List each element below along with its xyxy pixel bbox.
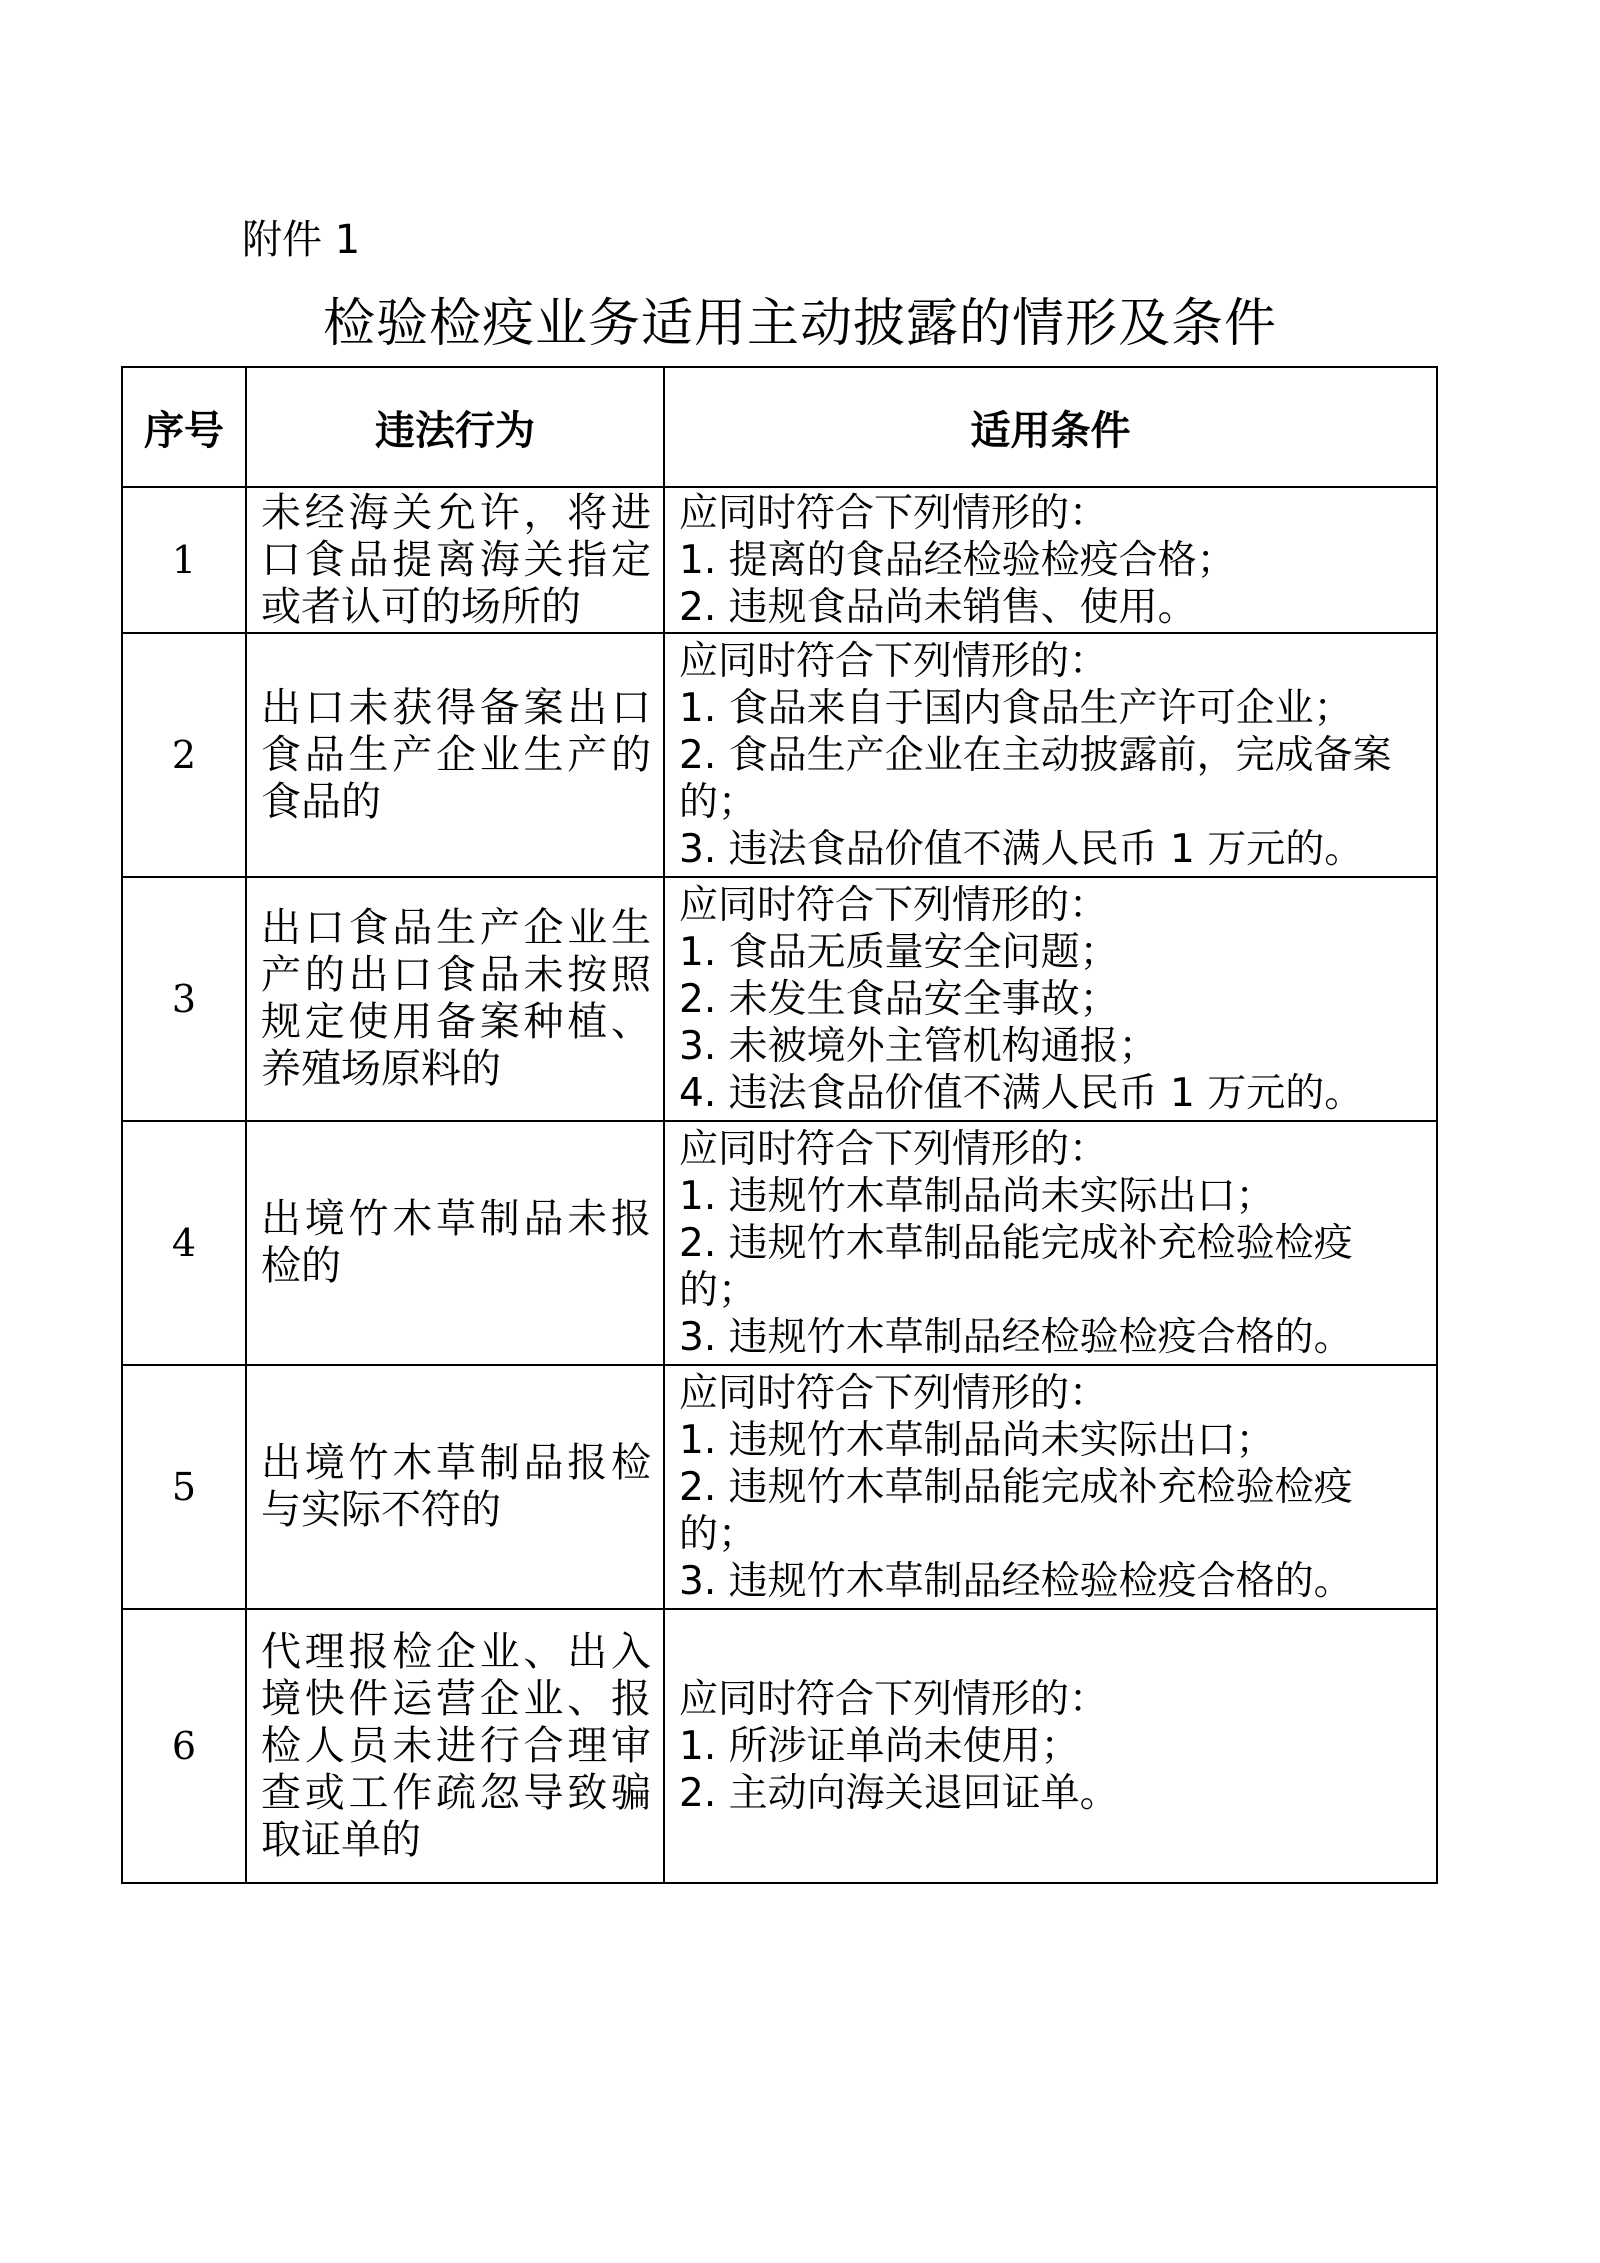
table-header-row <box>122 367 1437 487</box>
conditions-cell <box>664 633 1437 877</box>
condition-line: 1. 食品无质量安全问题； <box>679 929 1119 975</box>
header-applicable-conditions: 适用条件 <box>664 367 1437 487</box>
violation-text: 未经海关允许，将进口食品提离海关指定或者认可的场所的 <box>246 487 664 633</box>
conditions-cell <box>664 1609 1437 1883</box>
attachment-label: 附件 1 <box>242 217 361 263</box>
violation-text: 出口未获得备案出口食品生产企业生产的食品的 <box>246 633 664 877</box>
condition-line: 应同时符合下列情形的： <box>679 638 1109 684</box>
condition-line: 应同时符合下列情形的： <box>679 1126 1109 1172</box>
condition-line: 1. 违规竹木草制品尚未实际出口； <box>679 1417 1275 1463</box>
condition-line: 应同时符合下列情形的： <box>679 1676 1109 1722</box>
violation-text: 出境竹木草制品未报检的 <box>246 1121 664 1365</box>
condition-line: 1. 违规竹木草制品尚未实际出口； <box>679 1173 1275 1219</box>
header-serial-number: 序号 <box>122 367 246 487</box>
condition-line: 2. 违规竹木草制品能完成补充检验检疫的； <box>679 1464 1353 1557</box>
conditions-cell <box>664 487 1437 633</box>
violation-text: 出口食品生产企业生产的出口食品未按照规定使用备案种植、养殖场原料的 <box>246 877 664 1121</box>
condition-line: 3. 未被境外主管机构通报； <box>679 1023 1158 1069</box>
violation-text: 代理报检企业、出入境快件运营企业、报检人员未进行合理审查或工作疏忽导致骗取证单的 <box>246 1609 664 1883</box>
table-row <box>122 1121 1437 1365</box>
table-row <box>122 1609 1437 1883</box>
conditions-cell <box>664 1365 1437 1609</box>
condition-line: 1. 所涉证单尚未使用； <box>679 1723 1080 1769</box>
condition-line: 2. 未发生食品安全事故； <box>679 976 1119 1022</box>
condition-line: 3. 违法食品价值不满人民币 1 万元的。 <box>679 826 1364 872</box>
table-row <box>122 633 1437 877</box>
condition-line: 2. 食品生产企业在主动披露前，完成备案的； <box>679 732 1392 825</box>
disclosure-conditions-table <box>121 366 1438 1884</box>
condition-line: 1. 食品来自于国内食品生产许可企业； <box>679 685 1353 731</box>
violation-text: 出境竹木草制品报检与实际不符的 <box>246 1365 664 1609</box>
condition-line: 2. 违规食品尚未销售、使用。 <box>679 584 1197 630</box>
table-row <box>122 877 1437 1121</box>
row-number: 5 <box>122 1365 246 1609</box>
row-number: 3 <box>122 877 246 1121</box>
row-number: 2 <box>122 633 246 877</box>
condition-line: 应同时符合下列情形的： <box>679 490 1109 536</box>
header-violation: 违法行为 <box>246 367 664 487</box>
condition-line: 应同时符合下列情形的： <box>679 1370 1109 1416</box>
row-number: 6 <box>122 1609 246 1883</box>
condition-line: 2. 违规竹木草制品能完成补充检验检疫的； <box>679 1220 1353 1313</box>
condition-line: 2. 主动向海关退回证单。 <box>679 1770 1119 1816</box>
condition-line: 1. 提离的食品经检验检疫合格； <box>679 537 1236 583</box>
conditions-cell <box>664 877 1437 1121</box>
conditions-cell <box>664 1121 1437 1365</box>
condition-line: 3. 违规竹木草制品经检验检疫合格的。 <box>679 1558 1353 1604</box>
row-number: 1 <box>122 487 246 633</box>
row-number: 4 <box>122 1121 246 1365</box>
table-row <box>122 487 1437 633</box>
condition-line: 应同时符合下列情形的： <box>679 882 1109 928</box>
document-title: 检验检疫业务适用主动披露的情形及条件 <box>322 294 1277 354</box>
condition-line: 4. 违法食品价值不满人民币 1 万元的。 <box>679 1070 1364 1116</box>
condition-line: 3. 违规竹木草制品经检验检疫合格的。 <box>679 1314 1353 1360</box>
table-row <box>122 1365 1437 1609</box>
